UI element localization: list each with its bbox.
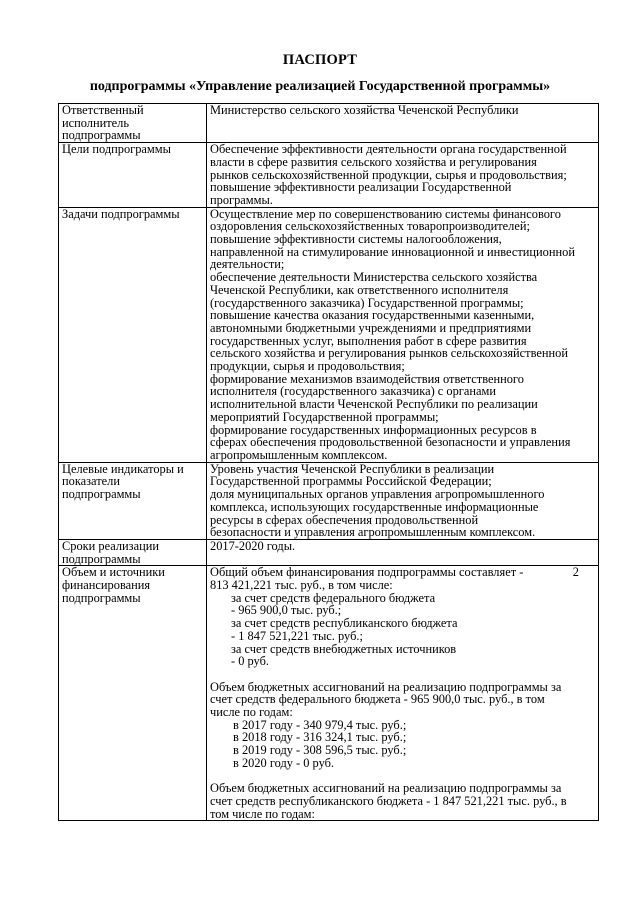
row-content-line: мероприятий Государственной программы; <box>210 409 439 424</box>
row-content-line: государственных услуг, выполнения работ в сфере развития <box>210 333 527 348</box>
row-label-cell <box>59 539 207 565</box>
row-label-cell <box>59 566 207 821</box>
row-content-cell <box>207 539 599 565</box>
row-content-line: программы. <box>210 192 273 207</box>
funding-content-cell <box>207 566 599 821</box>
row-label-line: Цели подпрограммы <box>62 142 171 157</box>
federal-year-line: в 2020 году - 0 руб. <box>233 755 335 770</box>
row-content-line: (государственного заказчика) Государственной программы; <box>210 295 524 310</box>
row-label-line: Задачи подпрограммы <box>62 206 180 221</box>
row-label-line: показатели <box>62 474 120 489</box>
funding-source-line: за счет средств федерального бюджета <box>231 590 436 605</box>
passport-table <box>58 103 599 821</box>
row-content-cell <box>207 104 599 143</box>
row-content-line: исполнителя (государственного заказчика) с органами <box>210 384 496 399</box>
table-row <box>59 207 599 462</box>
row-label-line: исполнитель <box>62 115 129 130</box>
row-content-line: рынков сельскохозяйственной продукции, сырья и продовольствия; <box>210 167 567 182</box>
row-content-line: сельского хозяйства и регулирования рынков сельскохозяйственной <box>210 346 568 361</box>
funding-source-line: - 0 руб. <box>231 654 269 669</box>
table-row <box>59 539 599 565</box>
row-content-line: 2017-2020 годы. <box>210 538 296 553</box>
row-content-line: автономными бюджетными учреждениями и предприятиями <box>210 320 532 335</box>
row-content-line: Министерство сельского хозяйства Чеченской Республики <box>210 103 519 117</box>
federal-year-line: в 2018 году - 316 324,1 тыс. руб.; <box>233 730 407 745</box>
row-label-line: Целевые индикаторы и <box>62 461 184 476</box>
row-content-line: оздоровления сельскохозяйственных товаропроизводителей; <box>210 219 530 234</box>
row-content-line: Осуществление мер по совершенствованию системы финансового <box>210 206 561 221</box>
row-label-cell <box>59 207 207 462</box>
regional-budget-line: счет средств республиканского бюджета - 1 847 521,221 тыс. руб., в <box>210 793 567 808</box>
document-title: ПАСПОРТ <box>282 52 358 68</box>
row-content-line: исполнительной власти Чеченской Республики по реализации <box>210 397 538 412</box>
funding-row <box>59 566 599 821</box>
row-content-line: комплекса, использующих государственные информационные <box>210 499 539 514</box>
row-label-line: Сроки реализации <box>62 538 159 553</box>
funding-source-line: - 1 847 521,221 тыс. руб.; <box>231 628 363 643</box>
row-content-cell <box>207 207 599 462</box>
federal-budget-line: счет средств федерального бюджета - 965 900,0 тыс. руб., в том <box>210 692 545 707</box>
federal-budget-line: числе по годам: <box>210 705 293 720</box>
row-content-line: деятельности; <box>210 257 285 272</box>
table-row <box>59 143 599 208</box>
row-label-line: Ответственный <box>62 103 144 117</box>
row-content-line: повышение качества оказания государственными казенными, <box>210 308 535 323</box>
funding-total-text: Общий объем финансирования подпрограммы составляет - <box>210 565 524 580</box>
regional-budget-line: Объем бюджетных ассигнований на реализацию подпрограммы за <box>210 781 562 796</box>
row-label-line: подпрограммы <box>62 128 141 143</box>
funding-total-value-start: 2 <box>572 565 579 580</box>
document-subtitle: подпрограммы «Управление реализацией Государственной программы» <box>89 79 551 94</box>
table-row <box>59 104 599 143</box>
row-label-line: финансирования <box>62 578 151 593</box>
row-content-line: Уровень участия Чеченской Республики в реализации <box>210 461 495 476</box>
row-content-line: повышение эффективности реализации Государственной <box>210 180 512 195</box>
row-label-line: подпрограммы <box>62 487 141 502</box>
row-label-line: подпрограммы <box>62 551 141 566</box>
row-content-cell <box>207 143 599 208</box>
row-label-line: подпрограммы <box>62 590 141 605</box>
row-content-line: формирование механизмов взаимодействия ответственного <box>210 371 524 386</box>
row-label-cell <box>59 143 207 208</box>
row-content-line: власти в сфере развития сельского хозяйства и регулирования <box>210 154 537 169</box>
funding-total-cont: 813 421,221 тыс. руб., в том числе: <box>210 578 393 593</box>
funding-source-line: - 965 900,0 тыс. руб.; <box>231 603 342 618</box>
row-label-line: Объем и источники <box>62 565 165 580</box>
row-content-line: Чеченской Республики, как ответственного исполнителя <box>210 282 509 297</box>
row-content-line: агропромышленным комплексом. <box>210 447 388 462</box>
federal-year-line: в 2019 году - 308 596,5 тыс. руб.; <box>233 743 407 758</box>
row-content-line: Государственной программы Российской Федерации; <box>210 474 492 489</box>
row-content-line: повышение эффективности системы налогообложения, <box>210 232 502 247</box>
row-content-line: продукции, сырья и продовольствия; <box>210 359 405 374</box>
funding-source-line: за счет средств внебюджетных источников <box>231 641 457 656</box>
row-content-line: направленной на стимулирование инновационной и инвестиционной <box>210 244 575 259</box>
row-content-line: формирование государственных информационных ресурсов в <box>210 422 537 437</box>
row-label-cell <box>59 104 207 143</box>
row-content-cell <box>207 462 599 539</box>
table-row <box>59 462 599 539</box>
federal-budget-line: Объем бюджетных ассигнований на реализацию подпрограммы за <box>210 679 562 694</box>
row-content-line: сферах обеспечения продовольственной безопасности и управления <box>210 435 571 450</box>
row-content-line: доля муниципальных органов управления агропромышленного <box>210 487 545 502</box>
row-content-line: безопасности и управления агропромышленным комплексом. <box>210 525 536 540</box>
row-content-line: ресурсы в сферах обеспечения продовольственной <box>210 512 479 527</box>
row-content-line: Обеспечение эффективности деятельности органа государственной <box>210 142 567 157</box>
row-label-cell <box>59 462 207 539</box>
federal-year-line: в 2017 году - 340 979,4 тыс. руб.; <box>233 717 407 732</box>
funding-source-line: за счет средств республиканского бюджета <box>231 616 458 631</box>
row-content-line: обеспечение деятельности Министерства сельского хозяйства <box>210 270 538 285</box>
regional-budget-line: том числе по годам: <box>210 806 315 821</box>
